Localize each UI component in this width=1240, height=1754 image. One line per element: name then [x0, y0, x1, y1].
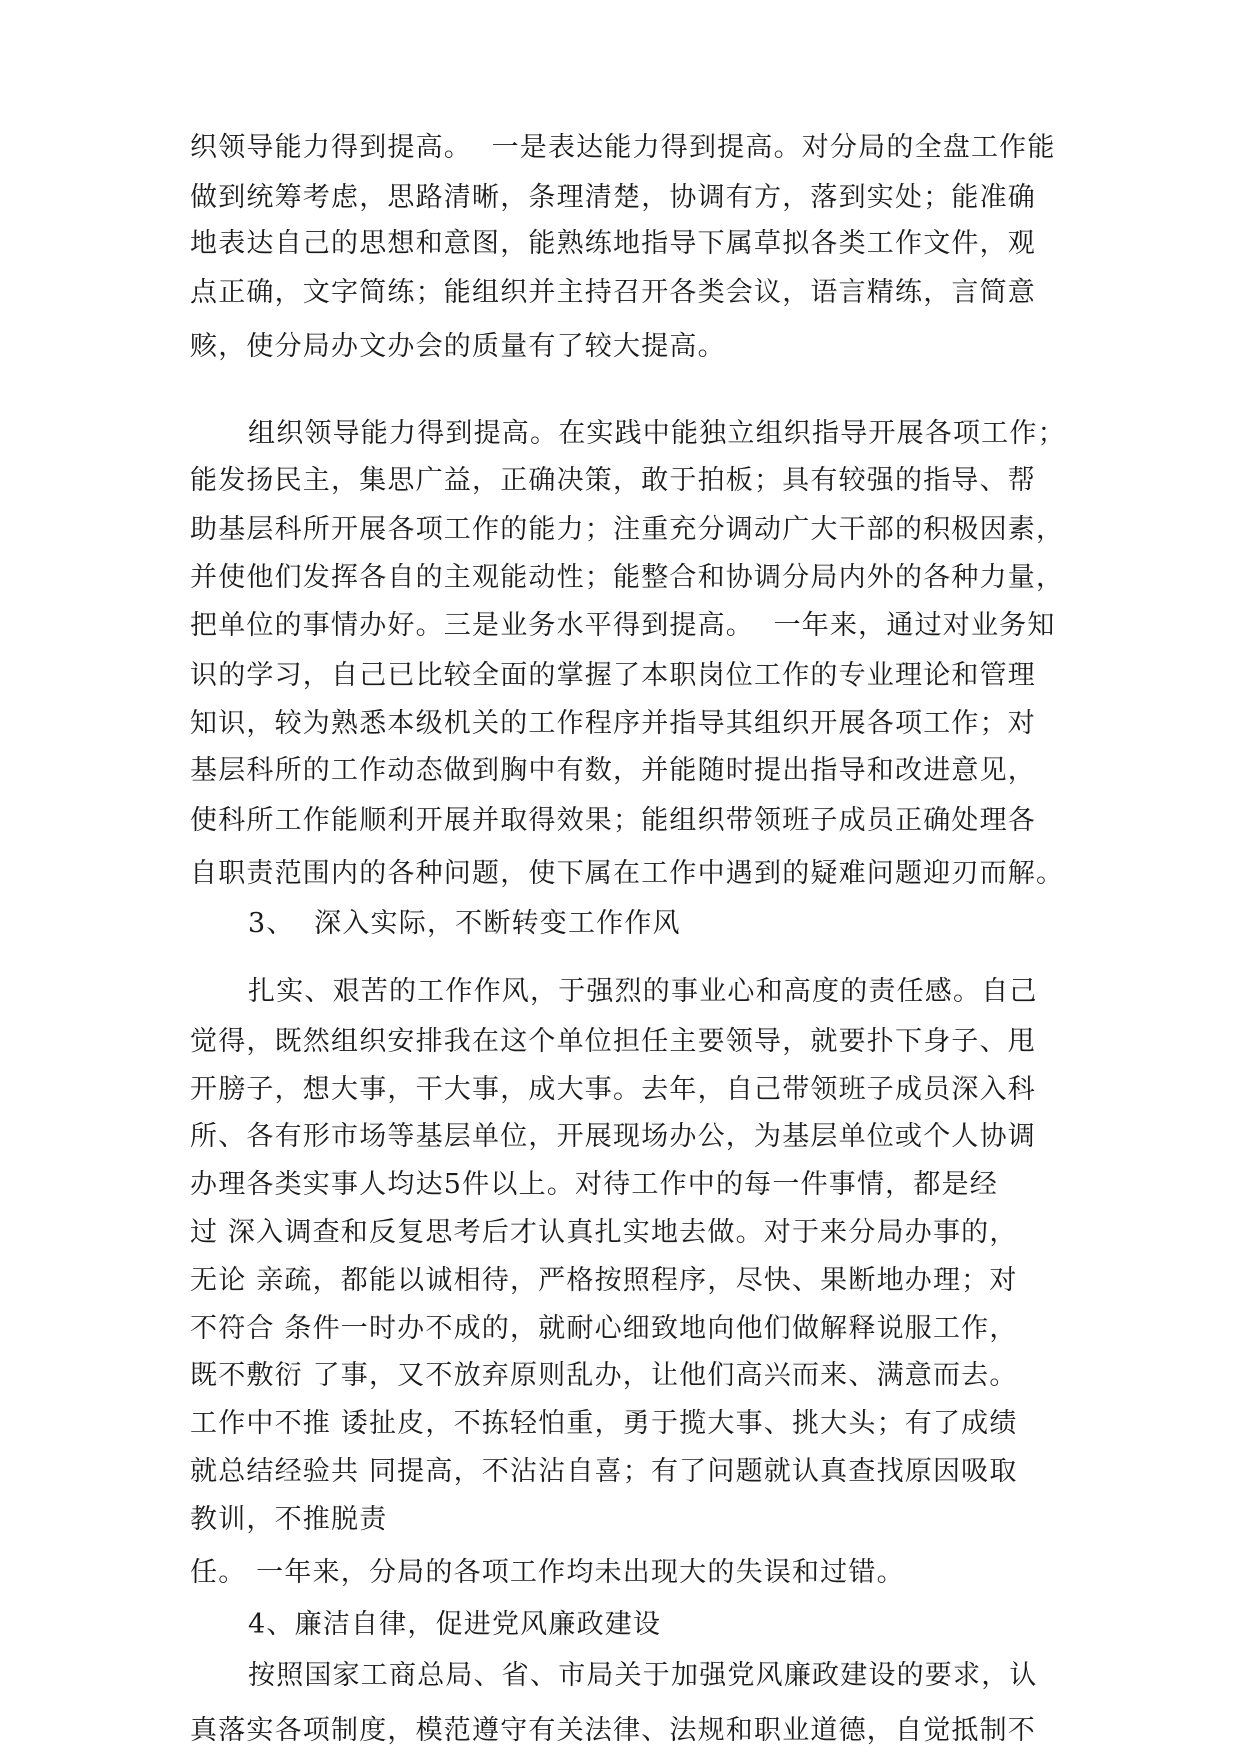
text-line: 不符合 条件一时办不成的，就耐心细致地向他们做解释说服工作， — [190, 1313, 1018, 1344]
text-line: 使科所工作能顺利开展并取得效果；能组织带领班子成员正确处理各 — [190, 805, 1036, 836]
text-line: 知识，较为熟悉本级机关的工作程序并指导其组织开展各项工作；对 — [190, 708, 1036, 739]
text-line: 助基层科所开展各项工作的能力；注重充分调动广大干部的积极因素， — [190, 514, 1065, 545]
text-line: 办理各类实事人均达5件以上。对待工作中的每一件事情，都是经 — [190, 1169, 998, 1200]
text-line: 组织领导能力得到提高。在实践中能独立组织指导开展各项工作； — [248, 418, 1066, 449]
text-line: 真落实各项制度，模范遵守有关法律、法规和职业道德，自觉抵制不 — [190, 1715, 1036, 1746]
text-line: 工作中不推 诿扯皮，不拣轻怕重，勇于揽大事、挑大头；有了成绩 — [190, 1408, 1018, 1439]
text-line: 织领导能力得到提高。 一是表达能力得到提高。对分局的全盘工作能 — [190, 132, 1056, 163]
text-line: 过 深入调查和反复思考后才认真扎实地去做。对于来分局办事的， — [190, 1217, 1018, 1248]
text-line: 做到统筹考虑，思路清晰，条理清楚，协调有方，落到实处；能准确 — [190, 182, 1036, 213]
text-line: 教训，不推脱责 — [190, 1504, 388, 1535]
text-line: 把单位的事情办好。三是业务水平得到提高。 一年来，通过对业务知 — [190, 610, 1056, 641]
text-line: 识的学习，自己已比较全面的掌握了本职岗位工作的专业理论和管理 — [190, 660, 1036, 691]
text-line: 就总结经验共 同提高，不沾沾自喜；有了问题就认真查找原因吸取 — [190, 1456, 1018, 1487]
text-line: 能发扬民主，集思广益，正确决策，敢于拍板；具有较强的指导、帮 — [190, 465, 1036, 496]
text-line: 3、 深入实际，不断转变工作作风 — [248, 908, 681, 939]
text-line: 自职责范围内的各种问题，使下属在工作中遇到的疑难问题迎刃而解。 — [190, 858, 1065, 889]
text-line: 赅，使分局办文办会的质量有了较大提高。 — [190, 331, 726, 362]
text-line: 基层科所的工作动态做到胸中有数，并能随时提出指导和改进意见， — [190, 755, 1036, 786]
text-line: 任。 一年来，分局的各项工作均未出现大的失误和过错。 — [190, 1557, 905, 1588]
text-line: 并使他们发挥各自的主观能动性；能整合和协调分局内外的各种力量， — [190, 562, 1065, 593]
text-line: 点正确，文字简练；能组织并主持召开各类会议，语言精练，言简意 — [190, 277, 1036, 308]
text-line: 开膀子，想大事，干大事，成大事。去年，自己带领班子成员深入科 — [190, 1074, 1036, 1105]
text-line: 地表达自己的思想和意图，能熟练地指导下属草拟各类工作文件，观 — [190, 228, 1036, 259]
text-line: 所、各有形市场等基层单位，开展现场办公，为基层单位或个人协调 — [190, 1121, 1036, 1152]
text-line: 无论 亲疏，都能以诚相待，严格按照程序，尽快、果断地办理；对 — [190, 1265, 1018, 1296]
text-line: 扎实、艰苦的工作作风，于强烈的事业心和高度的责任感。自己 — [248, 976, 1038, 1007]
text-line: 既不敷衍 了事，又不放弃原则乱办，让他们高兴而来、满意而去。 — [190, 1360, 1018, 1391]
text-line: 4、廉洁自律，促进党风廉政建设 — [248, 1609, 662, 1640]
text-line: 觉得，既然组织安排我在这个单位担任主要领导，就要扑下身子、甩 — [190, 1026, 1036, 1057]
text-line: 按照国家工商总局、省、市局关于加强党风廉政建设的要求，认 — [248, 1660, 1038, 1691]
